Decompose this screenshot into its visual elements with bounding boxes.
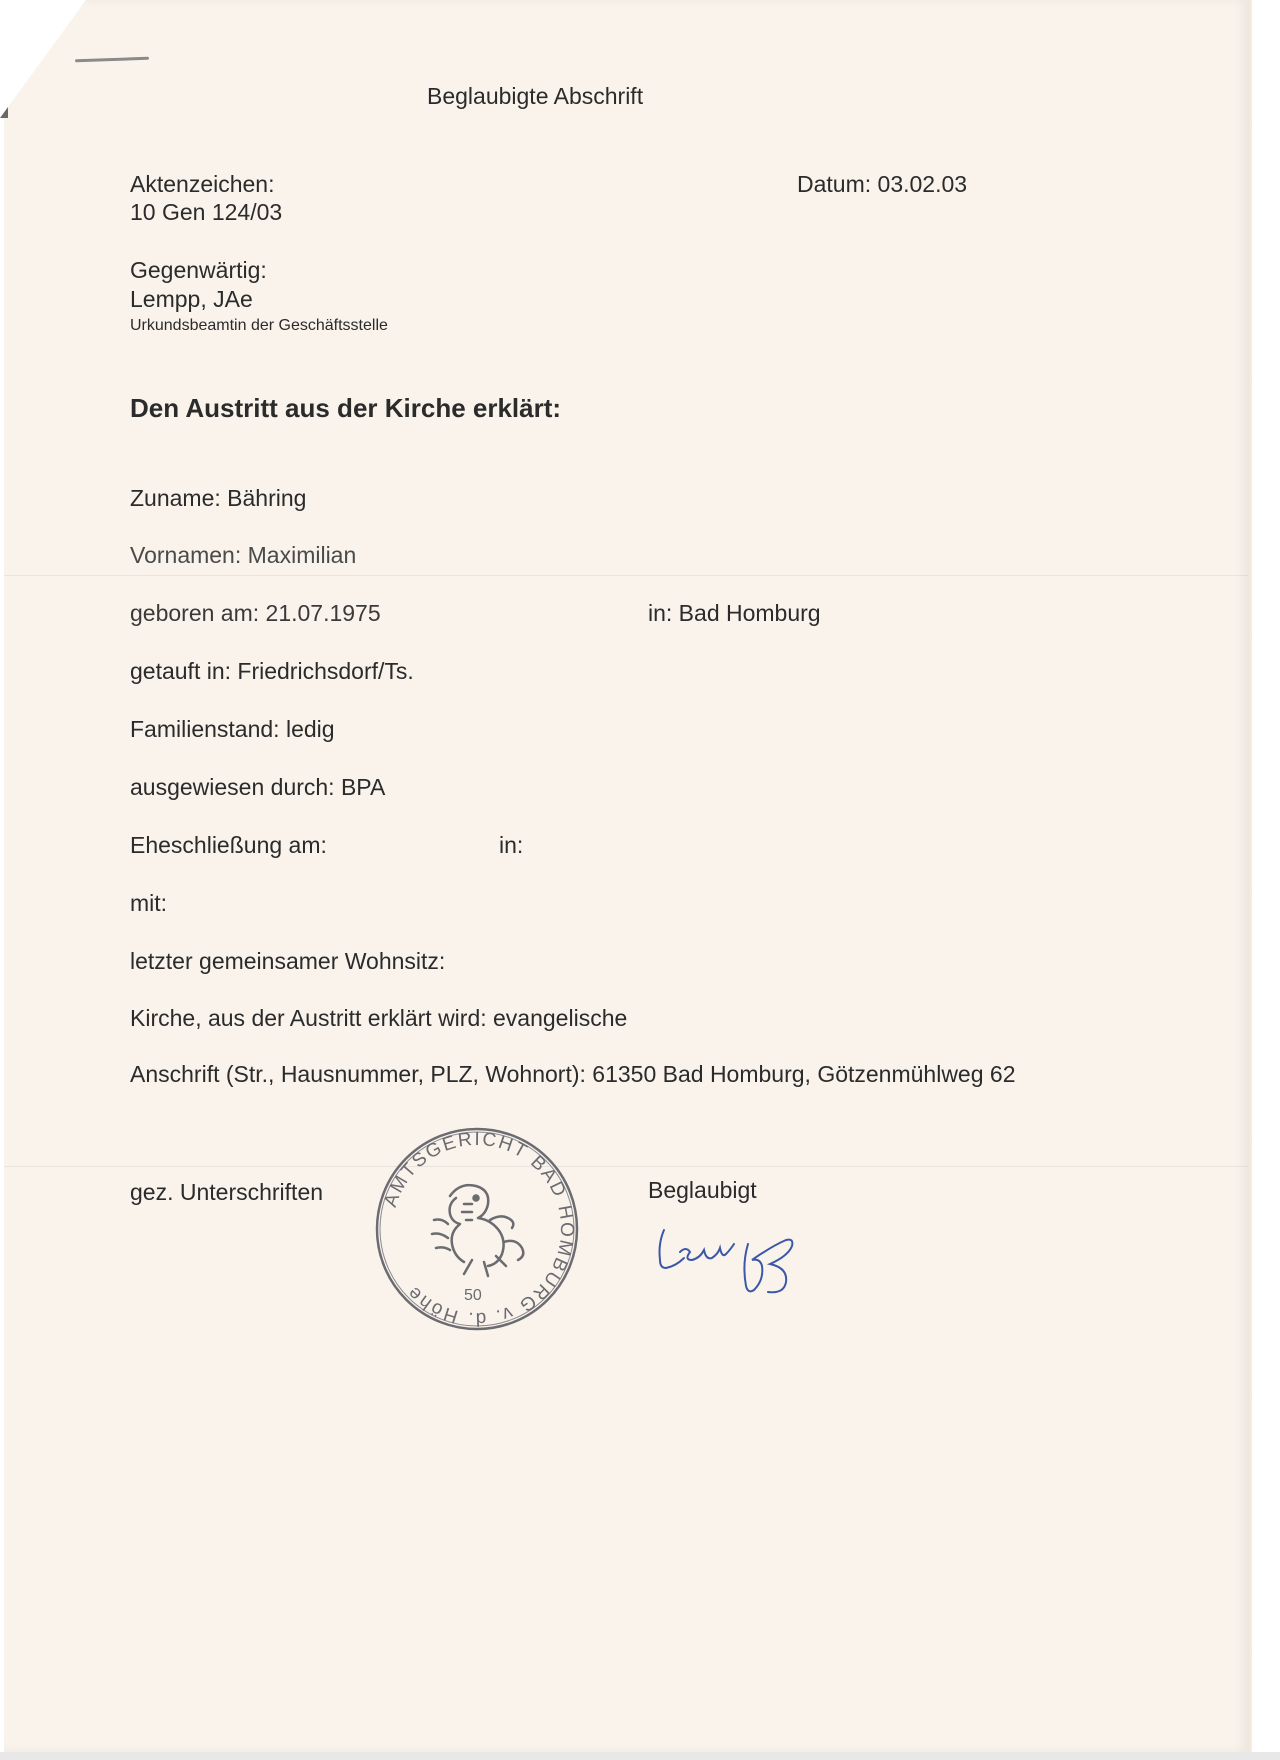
field-anschrift: Anschrift (Str., Hausnummer, PLZ, Wohnort): 61350 Bad Homburg, Götzenmühlweg 62 xyxy=(130,1061,1016,1087)
field-geboren: geboren am: 21.07.1975 xyxy=(130,600,381,626)
field-eheschliessung-ort: in: xyxy=(499,832,524,858)
gegenwaertig-role: Urkundsbeamtin der Geschäftsstelle xyxy=(130,317,388,334)
field-zuname: Zuname: Bähring xyxy=(130,485,307,511)
gegenwaertig-label: Gegenwärtig: xyxy=(130,257,267,283)
fold-crease xyxy=(4,575,1248,576)
aktenzeichen-value: 10 Gen 124/03 xyxy=(130,199,283,225)
unterschriften-label: gez. Unterschriften xyxy=(130,1179,324,1205)
handwritten-signature xyxy=(650,1222,800,1298)
declaration-heading: Den Austritt aus der Kirche erklärt: xyxy=(130,393,562,423)
field-vornamen: Vornamen: Maximilian xyxy=(130,542,357,568)
field-ausgewiesen: ausgewiesen durch: BPA xyxy=(130,774,386,800)
court-seal xyxy=(372,1124,582,1334)
datum: Datum: 03.02.03 xyxy=(797,171,968,197)
folded-corner xyxy=(0,0,86,118)
field-familienstand: Familienstand: ledig xyxy=(130,716,335,742)
scan-bottom-edge xyxy=(0,1752,1280,1760)
field-eheschliessung: Eheschließung am: xyxy=(130,832,327,858)
page-edge xyxy=(1248,0,1252,1752)
beglaubigt-label: Beglaubigt xyxy=(648,1177,757,1203)
seal-text: AMTSGERICHT BAD HOMBURG v. d. Höhe xyxy=(380,1128,578,1330)
gegenwaertig-name: Lempp, JAe xyxy=(130,286,253,312)
fold-crease xyxy=(4,1166,1248,1167)
field-mit: mit: xyxy=(130,890,168,916)
seal-number: 50 xyxy=(464,1287,482,1304)
field-wohnsitz: letzter gemeinsamer Wohnsitz: xyxy=(130,948,446,974)
field-geburtsort: in: Bad Homburg xyxy=(648,600,821,626)
lion-icon xyxy=(432,1185,523,1276)
aktenzeichen-label: Aktenzeichen: xyxy=(130,171,275,197)
document-title: Beglaubigte Abschrift xyxy=(427,83,644,109)
field-getauft: getauft in: Friedrichsdorf/Ts. xyxy=(130,658,414,684)
field-kirche: Kirche, aus der Austritt erklärt wird: evangelische xyxy=(130,1005,628,1031)
